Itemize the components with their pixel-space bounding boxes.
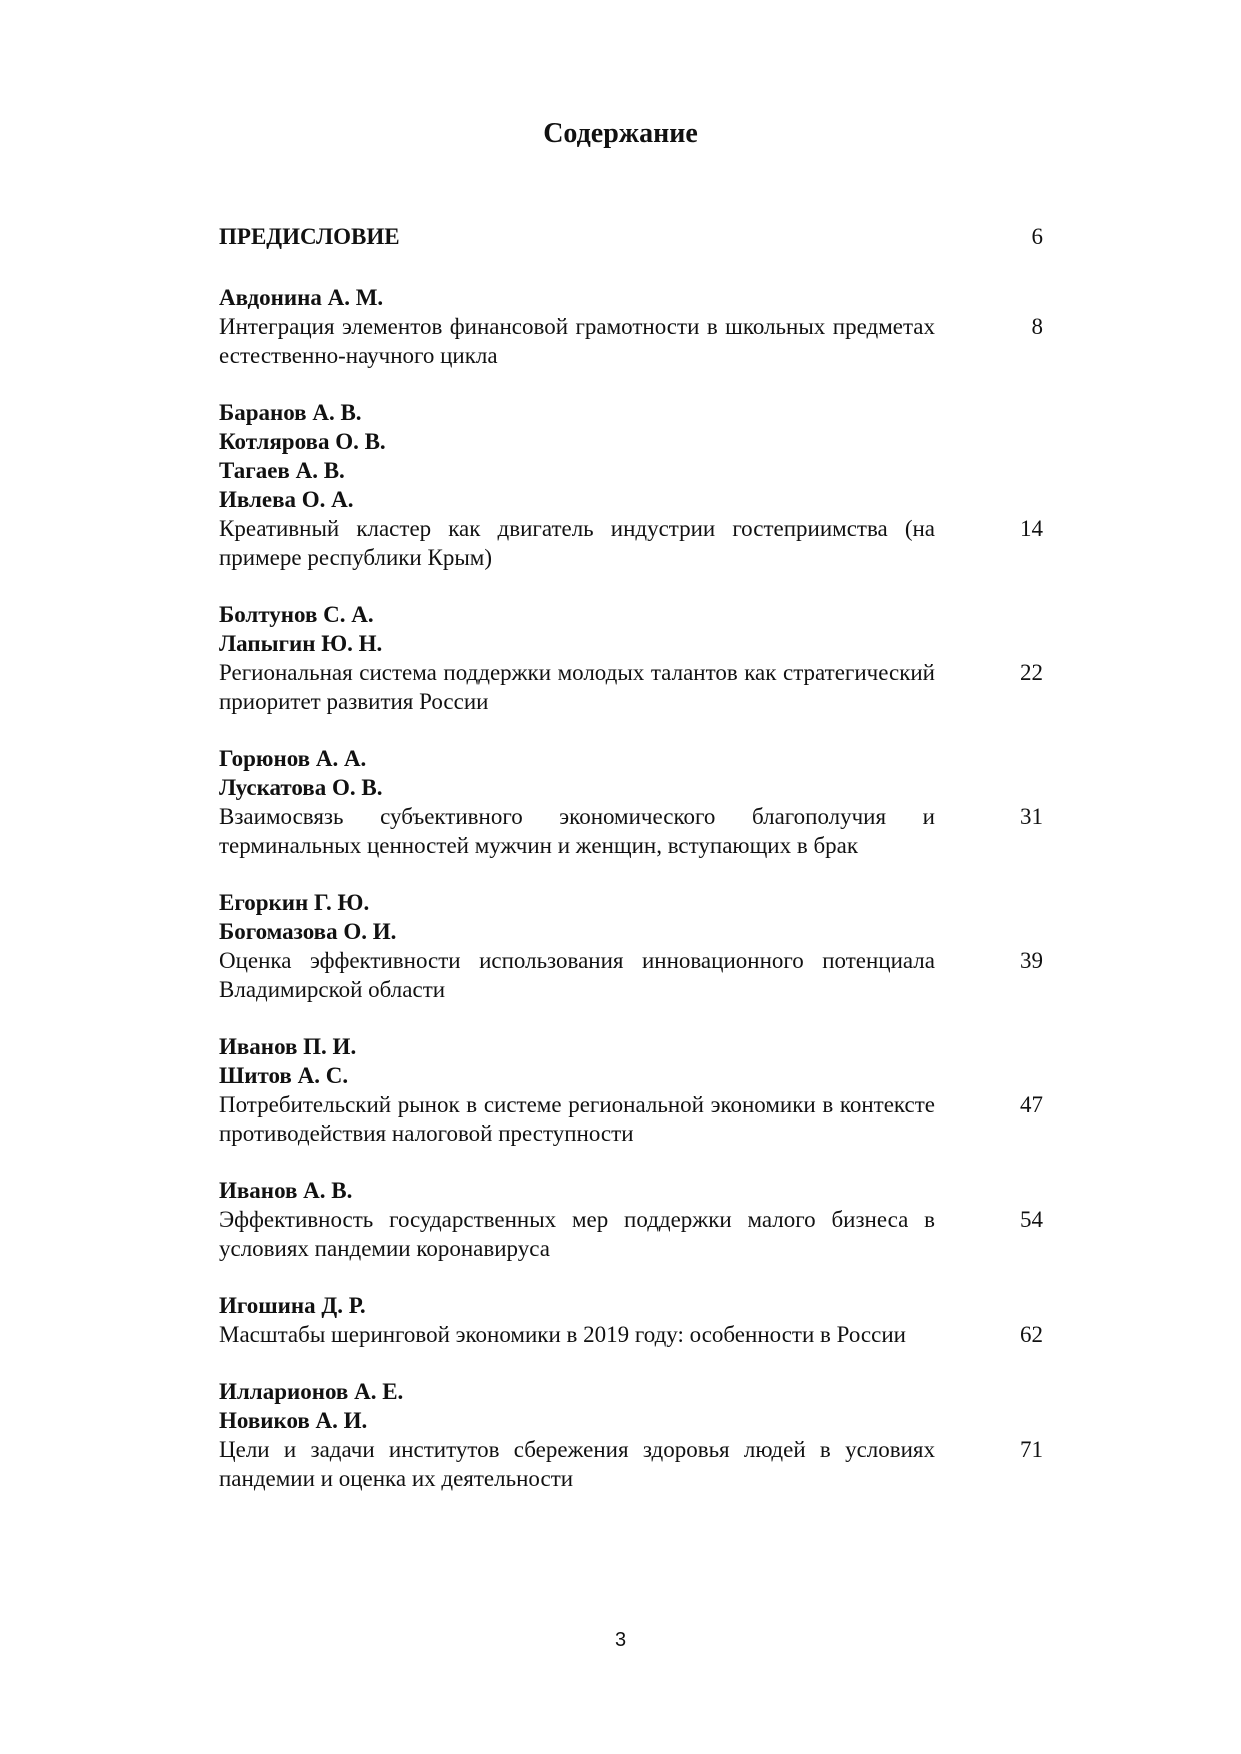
toc-entry[interactable] [219, 600, 1043, 716]
toc-entry[interactable] [219, 1291, 1043, 1349]
author-name: Иванов А. В. [219, 1178, 353, 1203]
author-name: Новиков А. И. [219, 1408, 368, 1433]
author-name: Лапыгин Ю. Н. [219, 631, 383, 656]
footer-page-number: 3 [614, 1629, 627, 1651]
preface-label: ПРЕДИСЛОВИЕ [219, 224, 400, 249]
article-title: Потребительский рынок в системе региональной экономики в контексте противодействия налоговой преступности [219, 1092, 935, 1146]
article-title: Взаимосвязь субъективного экономического благополучия и терминальных ценностей мужчин и женщин, вступающих в брак [219, 804, 935, 858]
article-title: Эффективность государственных мер поддержки малого бизнеса в условиях пандемии коронавируса [219, 1207, 935, 1261]
page-number: 71 [1020, 1437, 1043, 1462]
author-name: Тагаев А. В. [219, 458, 345, 483]
author-name: Богомазова О. И. [219, 919, 397, 944]
page-number: 39 [1020, 948, 1043, 973]
author-name: Ивлева О. А. [219, 487, 354, 512]
author-name: Котлярова О. В. [219, 429, 386, 454]
author-name: Егоркин Г. Ю. [219, 890, 370, 915]
toc-entry[interactable] [219, 283, 1043, 370]
author-name: Лускатова О. В. [219, 775, 383, 800]
page-number: 47 [1020, 1092, 1043, 1117]
author-name: Илларионов А. Е. [219, 1379, 404, 1404]
toc-entry[interactable] [219, 888, 1043, 1004]
article-title: Интеграция элементов финансовой грамотности в школьных предметах естественно-научного цикла [219, 314, 935, 368]
page-number: 8 [1031, 314, 1043, 339]
author-name: Баранов А. В. [219, 400, 362, 425]
table-of-contents [219, 222, 1043, 1521]
toc-entry-preface[interactable] [219, 222, 1043, 251]
toc-entry[interactable] [219, 744, 1043, 860]
article-title: Цели и задачи институтов сбережения здоровья людей в условиях пандемии и оценка их деятельности [219, 1437, 935, 1491]
page-title: Содержание [543, 118, 698, 149]
page-number: 22 [1020, 660, 1043, 685]
toc-entry[interactable] [219, 1176, 1043, 1263]
article-title: Региональная система поддержки молодых талантов как стратегический приоритет развития России [219, 660, 935, 714]
page-number: 6 [1031, 224, 1043, 249]
toc-entry[interactable] [219, 398, 1043, 572]
page-number: 31 [1020, 804, 1043, 829]
author-name: Болтунов С. А. [219, 602, 374, 627]
toc-entry[interactable] [219, 1032, 1043, 1148]
page-number: 62 [1020, 1322, 1043, 1347]
author-name: Авдонина А. М. [219, 285, 384, 310]
author-name: Горюнов А. А. [219, 746, 367, 771]
author-name: Иванов П. И. [219, 1034, 357, 1059]
article-title: Креативный кластер как двигатель индустрии гостеприимства (на примере республики Крым) [219, 516, 935, 570]
page-number: 54 [1020, 1207, 1043, 1232]
author-name: Шитов А. С. [219, 1063, 349, 1088]
page-number: 14 [1020, 516, 1043, 541]
author-name: Игошина Д. Р. [219, 1293, 366, 1318]
article-title: Оценка эффективности использования инновационного потенциала Владимирской области [219, 948, 935, 1002]
toc-entry[interactable] [219, 1377, 1043, 1493]
article-title: Масштабы шеринговой экономики в 2019 году: особенности в России [219, 1322, 906, 1347]
